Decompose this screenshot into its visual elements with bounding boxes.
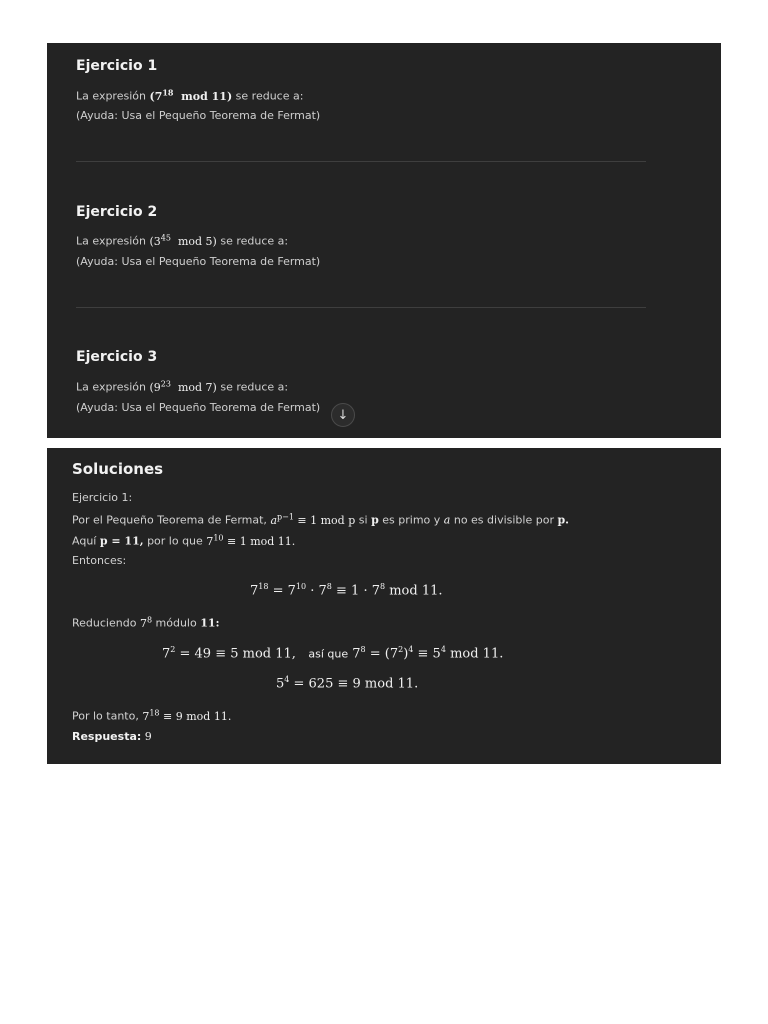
exercise-2-expression: La expresión ($3^{45}$ mod 5) se reduce a: [76, 233, 289, 248]
scroll-down-button[interactable] [331, 403, 355, 427]
line-entonces: Entonces: [72, 554, 127, 567]
exercise-1-hint: (Ayuda: Usa el Pequeño Teorema de Fermat) [76, 109, 321, 122]
arrow-down-icon: ↓ [337, 407, 349, 423]
exercise-3-hint: (Ayuda: Usa el Pequeño Teorema de Fermat) [76, 401, 321, 414]
answer-value: 9 [144, 730, 152, 743]
exercise-3-expression: La expresión ($9^{23}$ mod 7) se reduce a: [76, 379, 289, 394]
exercises-panel [47, 43, 721, 438]
divider [76, 161, 646, 162]
answer-label: Respuesta: [72, 730, 142, 743]
equation-2: $7^2 = 49 \equiv 5$ mod 11, así que $7^8 = (7^2)^4 \equiv 5^4$ mod 11. [162, 645, 504, 662]
line-reduciendo: Reduciendo $7^8$ módulo 11: [72, 615, 220, 630]
exercise-2-hint: (Ayuda: Usa el Pequeño Teorema de Fermat) [76, 255, 321, 268]
exercise-1-title: Ejercicio 1 [76, 58, 158, 74]
equation-3: $5^4 = 625 \equiv 9$ mod 11. [276, 675, 419, 692]
exercise-3-title: Ejercicio 3 [76, 349, 158, 365]
line-p-equals: Aquí p = 11, por lo que $7^{10} \equiv 1$ mod 11. [72, 533, 296, 548]
answer-line [72, 730, 152, 743]
line-conclusion: Por lo tanto, $7^{18} \equiv 9$ mod 11. [72, 708, 232, 723]
solutions-subtitle: Ejercicio 1: [72, 491, 133, 504]
equation-1: $7^{18} = 7^{10} \cdot 7^8 \equiv 1 \cdot 7^8$ mod 11. [250, 582, 443, 599]
fermat-statement: Por el Pequeño Teorema de Fermat, $a^{p-1} \equiv 1$ mod p si p es primo y a no es divisible por p. [72, 512, 569, 527]
solutions-panel [47, 448, 721, 764]
exercise-2-title: Ejercicio 2 [76, 204, 158, 220]
exercise-1-expression: La expresión ($7^{18}$ mod 11) se reduce a: [76, 87, 304, 103]
divider [76, 307, 646, 308]
solutions-title: Soluciones [72, 460, 164, 478]
